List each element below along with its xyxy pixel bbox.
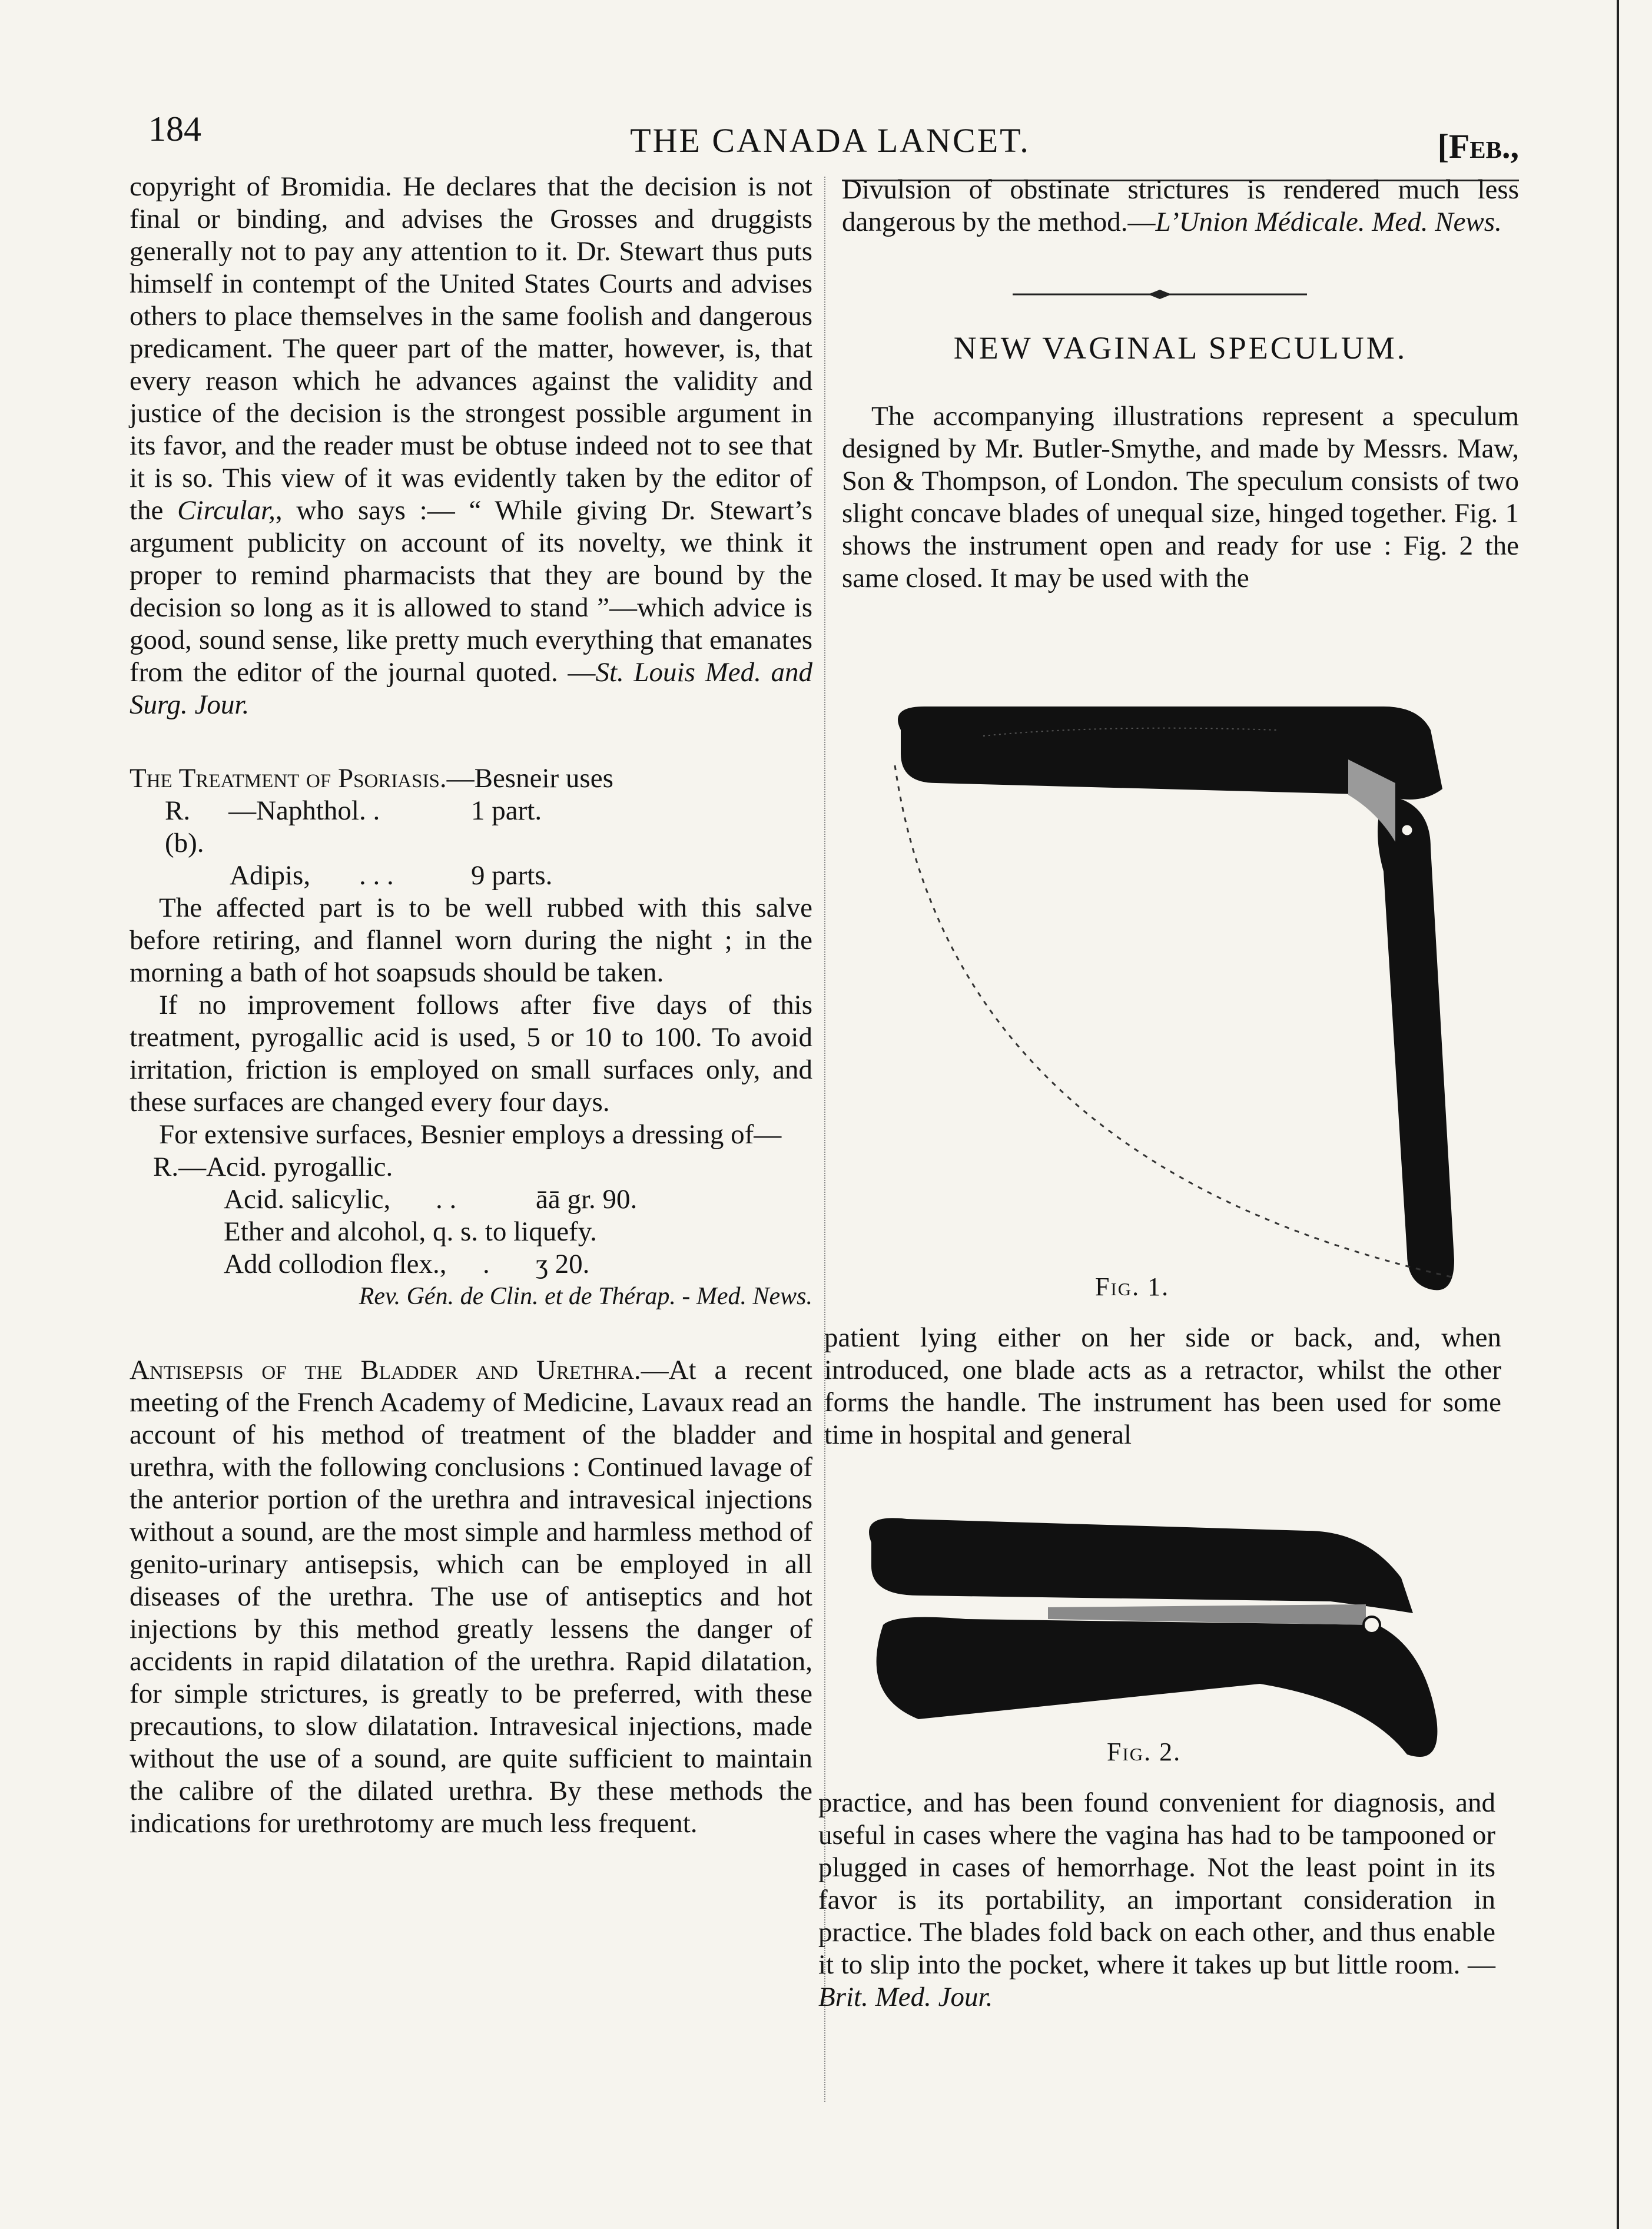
psoriasis-reference: Rev. Gén. de Clin. et de Thérap. - Med. News. [359, 1283, 812, 1310]
page-header [141, 109, 1519, 165]
speculum-reference: Brit. Med. Jour. [818, 1982, 993, 2012]
rx-line: Ether and alcohol, q. s. to liquefy. [224, 1216, 597, 1247]
speculum-para-1: The accompanying illustrations represent a speculum designed by Mr. Butler-Smythe, and made by Messrs. Maw, Son & Thompson, of London. The speculum consists of two slight concave blades of unequal size, hinged together. Fig. 1 shows the instrument open and ready for use : Fig. 2 the same closed. It may be used with the [842, 401, 1519, 593]
speculum-para-2: patient lying either on her side or back, and, when introduced, one blade acts as a retractor, whilst the other forms the handle. The instrument has been used for some time in hospital and general [824, 1322, 1501, 1450]
left-column [130, 171, 812, 1840]
psoriasis-para-2: If no improvement follows after five days of this treatment, pyrogallic acid is used, 5 or 10 to 100. To avoid irritation, friction is employed on small surfaces only, and these surfaces are changed every four days. [130, 990, 812, 1117]
psoriasis-para-1: The affected part is to be well rubbed with this salve before retiring, and flannel worn during the night ; in the morning a bath of hot soapsuds should be taken. [130, 893, 812, 988]
psoriasis-para-3: For extensive surfaces, Besnier employs a dressing of— [159, 1119, 782, 1150]
right-column-bottom [818, 1787, 1495, 2014]
right-column-mid [824, 1322, 1501, 1451]
antisepsis-paragraph: Antisepsis of the Bladder and Urethra.—At a recent meeting of the French Academy of Medicine, Lavaux read an account of his method of treatment of the bladder and urethra, with the following conclusions : Continued lavage of the anterior portion of the urethra and intravesical injections without a sound, are the most simple and harmless method of genito-urinary antisepsis, which can be employed in all diseases of the urethra. The use of antiseptics and hot injections by this method greatly lessens the danger of accidents in rapid dilatation of the urethra. Rapid dilatation, for simple strictures, is greatly to be preferred, with these precautions, to slow dilatation. Intravesical injections, made without the use of a sound, are quite sufficient to maintain the calibre of the dilated urethra. By these methods the indications for urethrotomy are much less frequent. [130, 1355, 812, 1839]
divulsion-reference: L’Union Médicale. Med. News. [1155, 207, 1502, 237]
bromidia-paragraph: copyright of Bromidia. He declares that the decision is not final or binding, and advises the Grosses and druggists generally not to pay any attention to it. Dr. Stewart thus puts himself in contempt of the United States Courts and advises others to place themselves in the same foolish and dangerous predicament. The queer part of the matter, however, is, that every reason which he advances against the validity and justice of the decision is the strongest possible argument in its favor, and the reader must be obtuse indeed not to see that it is so. This view of it was evidently taken by the editor of the Circular,, who says :— “ While giving Dr. Stewart’s argument publicity on account of its novelty, we think it proper to remind pharmacists that they are bound by the decision so long as it is allowed to stand ”—which advice is good, sound sense, like pretty much everything that emanates from the editor of the journal quoted. —St. Louis Med. and Surg. Jour. [130, 171, 813, 720]
antisepsis-heading: Antisepsis of the Bladder and Urethra. [130, 1355, 641, 1385]
speculum-para-3: practice, and has been found convenient for diagnosis, and useful in cases where the vagina has had to be tampooned or plugged in cases of hemorrhage. Not the least point in its favor is its portability, an important consideration in practice. The blades fold back on each other, and thus enable it to slip into the pocket, where it takes up but little room. —Brit. Med. Jour. [818, 1787, 1495, 2012]
psoriasis-prescription-2 [153, 1151, 812, 1281]
psoriasis-intro: The Treatment of Psoriasis.—Besneir uses [130, 763, 613, 794]
page-number: 184 [148, 110, 201, 148]
psoriasis-heading: The Treatment of Psoriasis. [130, 763, 447, 794]
rx-line: Adipis, . . . 9 parts. [230, 860, 553, 891]
rx-line: Add collodion flex., . ʒ 20. [224, 1249, 590, 1279]
bromidia-reference: St. Louis Med. and Surg. Jour. [130, 657, 812, 720]
circular-title: Circular, [177, 495, 276, 526]
divulsion-paragraph: Divulsion of obstinate strictures is rendered much less dangerous by the method.—L’Union Médicale. Med. News. [842, 174, 1519, 237]
journal-title: THE CANADA LANCET. [630, 121, 1030, 160]
rx-line: R. —Naphthol (b). . . 1 part. [165, 795, 542, 858]
page-edge [1617, 0, 1619, 2229]
speculum-open-illustration-icon [865, 695, 1454, 1313]
speculum-intro [842, 400, 1519, 595]
figure-2-caption: Fig. 2. [1107, 1737, 1182, 1766]
rx-line: R.—Acid. pyrogallic. [153, 1152, 393, 1182]
figure-1-caption: Fig. 1. [1095, 1272, 1170, 1301]
rx-line: Acid. salicylic, . . āā gr. 90. [224, 1184, 638, 1215]
psoriasis-prescription [165, 795, 812, 892]
section-ornament [1013, 288, 1307, 300]
header-month: [Feb., [1437, 127, 1519, 165]
section-title: NEW VAGINAL SPECULUM. [953, 330, 1408, 366]
right-column-top [842, 174, 1519, 238]
